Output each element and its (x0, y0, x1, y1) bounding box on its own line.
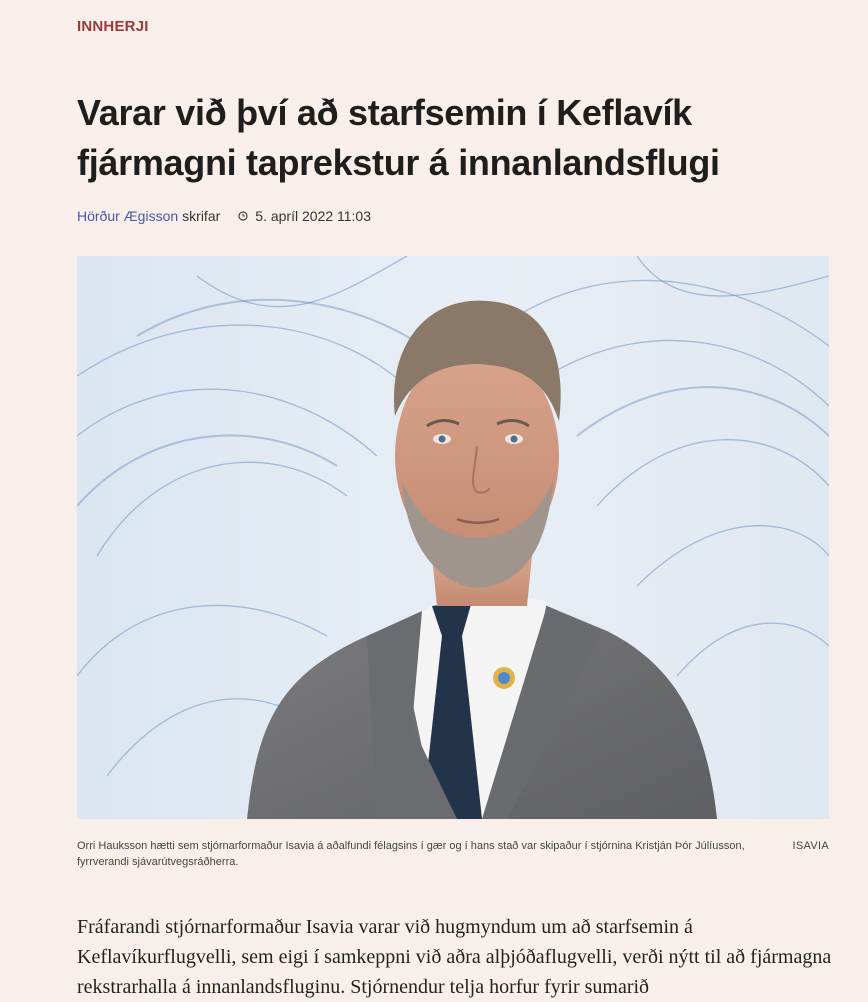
hero-image (77, 256, 829, 819)
byline (77, 208, 371, 224)
image-credit: ISAVIA (792, 840, 829, 852)
author-link[interactable]: Hörður Ægisson (77, 208, 179, 224)
article-headline: Varar við því að starfsemin í Keflavík fjármagni taprekstur á innanlandsflugi (77, 92, 720, 183)
image-caption: Orri Hauksson hætti sem stjórnarformaður Isavia á aðalfundi félagsins í gær og í hans stað var skipaður í stjórnina Kristján Þór Júlíusson, fyrrverandi sjávarútvegsráðherra. (77, 840, 745, 868)
article-lead: Fráfarandi stjórnarformaður Isavia varar við hugmyndum um að starfsemin á Keflavíkurflugvelli, sem eigi í samkeppni við aðra alþjóðaflugvelli, verði nýtt til að fjármagna rekstrarhalla á innanlandsfluginu. Stjórnendur telja horfur fyrir sumarið (77, 916, 832, 998)
author-role: skrifar (182, 208, 221, 224)
publish-date: 5. apríl 2022 11:03 (255, 208, 371, 224)
category-link[interactable]: INNHERJI (77, 18, 149, 35)
clock-icon (238, 211, 248, 221)
